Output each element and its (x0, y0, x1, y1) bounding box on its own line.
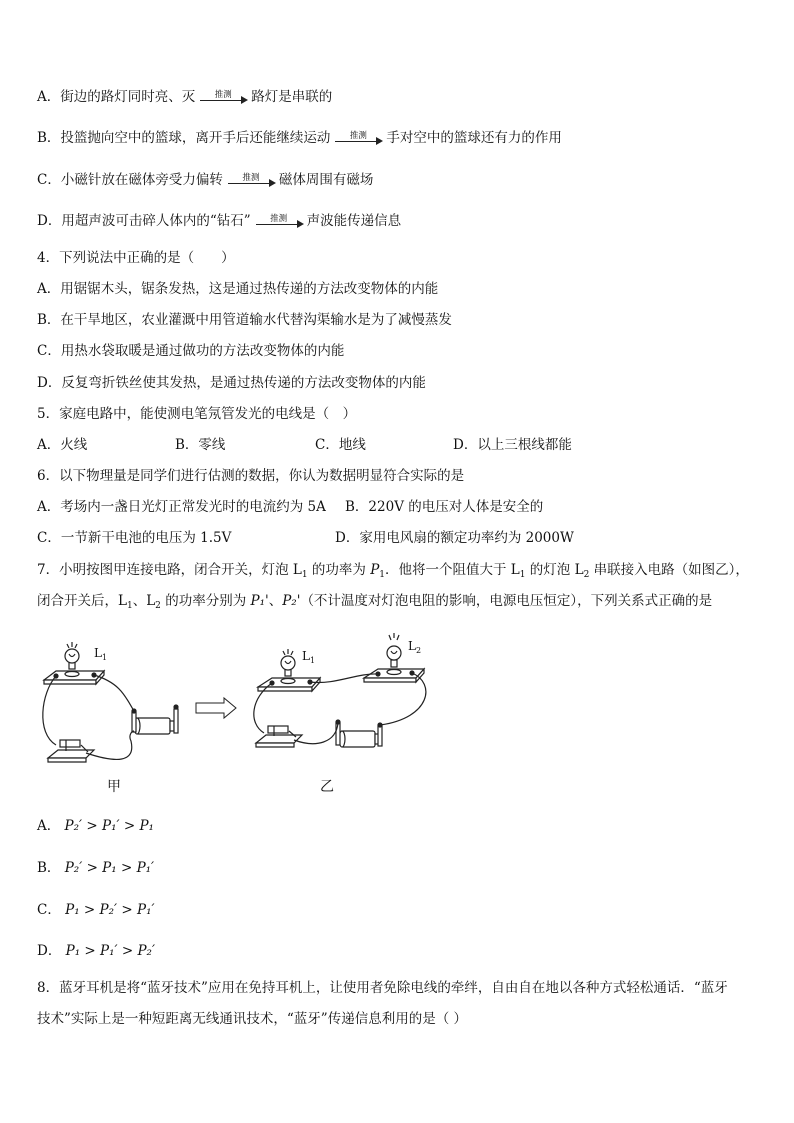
q5-stem: 5．家庭电路中，能使测电笔氖管发光的电线是（ ） (37, 406, 357, 422)
q3-option-a (37, 87, 332, 107)
arrow-label: 推测 (214, 89, 232, 100)
q4-option-c: C．用热水袋取暖是通过做功的方法改变物体的内能 (37, 343, 345, 359)
arrow-label: 推测 (242, 172, 260, 183)
q3-option-b-conclusion: 手对空中的篮球还有力的作用 (386, 130, 562, 146)
circuit-jia (43, 642, 178, 762)
figure-caption-jia: 甲 (107, 779, 121, 795)
lamp-l1-label-jia: $L_1$ (94, 646, 108, 662)
q6-option-a: A．考场内一盏日光灯正常发光时的电流约为 5A (37, 499, 326, 515)
q3-option-c-conclusion: 磁体周围有磁场 (278, 172, 374, 188)
q7-option-d: D． P₁ > P₁′ > P₂′ (37, 943, 156, 959)
q7-stem-line2: 闭合开关后，$L_1$、$L_2$ 的功率分别为 P₁'、P₂'（不计温度对灯泡电阻的影响，电源电压恒定），下列关系式正确的是 (37, 593, 713, 611)
circuit-figure (36, 623, 436, 798)
q5-option-d: D．以上三根线都能 (453, 437, 572, 453)
figure-caption-yi: 乙 (320, 779, 334, 795)
q3-option-d-conclusion: 声波能传递信息 (306, 213, 402, 229)
q6-option-c: C．一节新干电池的电压为 1.5V (37, 530, 232, 546)
lamp-l2-label-yi: $L_2$ (408, 639, 422, 655)
q3-option-a-premise: A．街边的路灯同时亮、灭 (37, 89, 196, 105)
q7-option-c: C． P₁ > P₂′ > P₁′ (37, 902, 155, 918)
q4-option-b: B．在干旱地区，农业灌溉中用管道输水代替沟渠输水是为了减慢蒸发 (37, 312, 452, 328)
q8-stem-line1: 8．蓝牙耳机是将“蓝牙技术”应用在免持耳机上，让使用者免除电线的牵绊，自由自在地以各种方式轻松通话．“蓝牙 (37, 980, 728, 996)
q5-option-c: C．地线 (315, 437, 366, 453)
q3-option-a-conclusion: 路灯是串联的 (251, 89, 333, 105)
q3-option-b-premise: B．投篮抛向空中的篮球，离开手后还能继续运动 (37, 130, 331, 146)
q7-option-b-formula: P₂′ > P₁ > P₁′ (64, 860, 155, 876)
q7-stem-line1: 7．小明按图甲连接电路，闭合开关，灯泡 $L_1$ 的功率为 $P_1$．他将一个阻值大于 $L_1$ 的灯泡 $L_2$ 串联接入电路（如图乙）， (37, 562, 749, 580)
infer-arrow-icon (198, 91, 248, 105)
q3-option-c (37, 170, 373, 190)
q7-option-d-formula: P₁ > P₁′ > P₂′ (65, 943, 156, 959)
q5-option-b: B．零线 (175, 437, 226, 453)
arrow-label: 推测 (270, 213, 288, 224)
q3-option-c-premise: C．小磁针放在磁体旁受力偏转 (37, 172, 223, 188)
infer-arrow-icon (333, 132, 383, 146)
q8-stem-line2: 技术”实际上是一种短距离无线通讯技术，“蓝牙”传递信息利用的是（ ） (37, 1011, 467, 1027)
infer-arrow-icon (254, 215, 304, 229)
q3-option-d-premise: D．用超声波可击碎人体内的“钻石” (37, 213, 251, 229)
q7-option-b: B． P₂′ > P₁ > P₁′ (37, 860, 155, 876)
q5-option-a: A．火线 (37, 437, 88, 453)
q6-option-b: B．220V 的电压对人体是安全的 (345, 499, 544, 515)
q4-stem: 4．下列说法中正确的是（ ） (37, 250, 235, 266)
q7-option-a-formula: P₂′ > P₁′ > P₁ (64, 818, 154, 834)
q7-option-a: A． P₂′ > P₁′ > P₁ (37, 818, 154, 834)
lamp-l1-label-yi: $L_1$ (302, 649, 316, 665)
q3-option-b (37, 128, 562, 148)
arrow-label: 推测 (349, 130, 367, 141)
q6-option-d: D．家用电风扇的额定功率约为 2000W (335, 530, 574, 546)
infer-arrow-icon (226, 174, 276, 188)
q7-option-c-formula: P₁ > P₂′ > P₁′ (65, 902, 155, 918)
transition-arrow-icon (196, 698, 236, 718)
q6-stem: 6．以下物理量是同学们进行估测的数据，你认为数据明显符合实际的是 (37, 468, 465, 484)
circuit-yi (254, 633, 426, 747)
q3-option-d (37, 211, 401, 231)
q4-option-a: A．用锯锯木头，锯条发热，这是通过热传递的方法改变物体的内能 (37, 281, 439, 297)
q4-option-d: D．反复弯折铁丝使其发热，是通过热传递的方法改变物体的内能 (37, 375, 426, 391)
